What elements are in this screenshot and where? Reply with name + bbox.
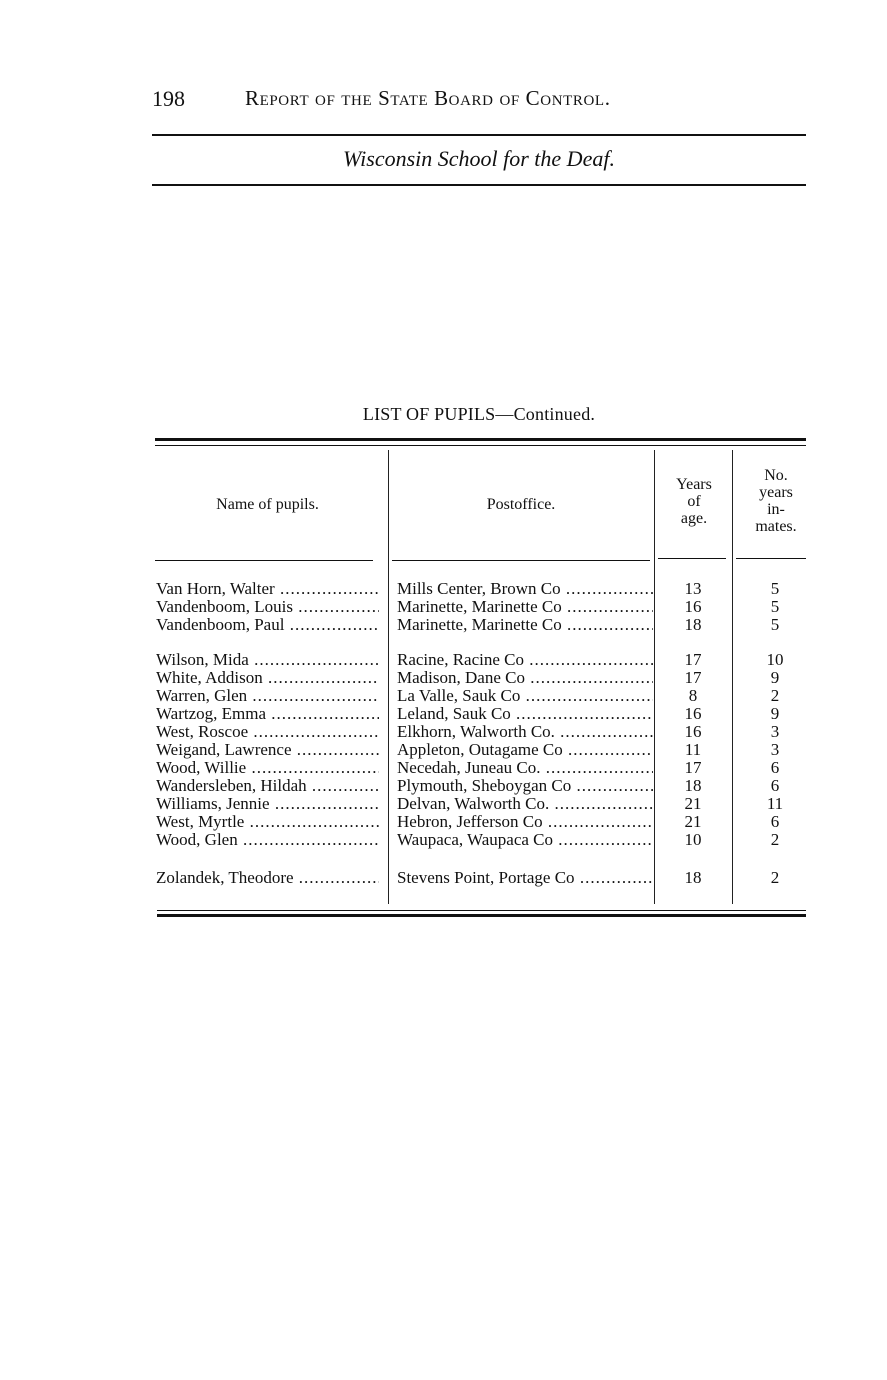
pupil-postoffice: Appleton, Outagame Co ..... [397,741,653,759]
pupil-name: West, Myrtle ..... [156,813,379,831]
pupil-age: 16 [684,705,702,723]
pupil-name: Vandenboom, Louis ..... [156,598,379,616]
pupil-age: 17 [684,651,702,669]
pupil-years-inmates: 6 [770,813,780,831]
list-heading: LIST OF PUPILS—Continued. [362,404,596,424]
pupil-name: Wilson, Mida ..... [156,651,379,669]
pupil-postoffice: Hebron, Jefferson Co ..... [397,813,653,831]
pupil-name: Wood, Willie ..... [156,759,379,777]
pupil-postoffice: La Valle, Sauk Co ..... [397,687,653,705]
column-header-name [155,496,380,513]
header-underline-age [658,558,726,559]
pupil-postoffice: Necedah, Juneau Co. ..... [397,759,653,777]
pupil-age: 21 [684,795,702,813]
pupil-years-inmates: 2 [770,687,780,705]
column-header-age-line: Years [676,476,712,493]
pupil-years-inmates: 11 [766,795,784,813]
pupil-name: Zolandek, Theodore ..... [156,869,379,887]
table-top-rule-thick [155,438,806,441]
pupil-postoffice: Elkhorn, Walworth Co. ..... [397,723,653,741]
column-divider-3 [732,450,733,904]
pupil-years-inmates: 9 [770,705,780,723]
pupil-name: West, Roscoe ..... [156,723,379,741]
pupil-years-inmates: 2 [770,869,780,887]
pupil-years-inmates: 6 [770,759,780,777]
pupil-age: 10 [684,831,702,849]
pupil-age: 18 [684,616,702,634]
pupil-age: 17 [684,759,702,777]
pupil-name: Wartzog, Emma ..... [156,705,379,723]
report-title: Report of the State Board of Control. [245,86,611,110]
pupil-age: 21 [684,813,702,831]
pupil-age: 8 [688,687,698,705]
pupil-age: 13 [684,580,702,598]
pupil-postoffice: Marinette, Marinette Co ..... [397,598,653,616]
pupil-years-inmates: 6 [770,777,780,795]
header-underline-inmates [736,558,806,559]
column-header-inmates-line: No. [764,467,788,484]
column-header-inmates-line: in- [767,501,785,518]
pupil-name: Wood, Glen ..... [156,831,379,849]
pupil-postoffice: Delvan, Walworth Co. ..... [397,795,653,813]
pupil-age: 17 [684,669,702,687]
column-header-inmates [736,467,816,535]
column-header-inmates-line: years [759,484,793,501]
running-head [152,86,712,116]
pupil-years-inmates: 3 [770,723,780,741]
pupil-name: Weigand, Lawrence ..... [156,741,379,759]
column-header-name-label: Name of pupils. [216,496,319,513]
pupil-name: Williams, Jennie ..... [156,795,379,813]
column-divider-1 [388,450,389,904]
pupil-name: Van Horn, Walter ..... [156,580,379,598]
pupil-name: Vandenboom, Paul ..... [156,616,379,634]
column-header-postoffice [392,496,650,513]
column-header-postoffice-label: Postoffice. [486,496,556,513]
pupil-postoffice: Leland, Sauk Co ..... [397,705,653,723]
page-number: 198 [152,86,185,111]
pupil-name: Wandersleben, Hildah ..... [156,777,379,795]
table-top-rule-thin [155,445,806,446]
pupil-postoffice: Madison, Dane Co ..... [397,669,653,687]
header-underline-postoffice [392,560,650,561]
pupil-years-inmates: 5 [770,598,780,616]
pupil-age: 16 [684,723,702,741]
column-header-inmates-line: mates. [755,518,797,535]
pupil-years-inmates: 5 [770,580,780,598]
pupil-years-inmates: 3 [770,741,780,759]
pupil-name: White, Addison ..... [156,669,379,687]
header-rule-top [152,134,806,136]
pupil-age: 18 [684,869,702,887]
column-header-age-line: of [687,493,701,510]
header-underline-name [155,560,373,561]
header-rule-bottom [152,184,806,186]
table-bottom-rule-thin [157,910,806,911]
pupil-postoffice: Racine, Racine Co ..... [397,651,653,669]
column-header-age [658,476,730,527]
pupil-postoffice: Marinette, Marinette Co ..... [397,616,653,634]
column-divider-2 [654,450,655,904]
pupil-years-inmates: 10 [766,651,784,669]
pupil-years-inmates: 5 [770,616,780,634]
pupil-postoffice: Plymouth, Sheboygan Co ..... [397,777,653,795]
pupil-years-inmates: 9 [770,669,780,687]
table-bottom-rule-thick [157,914,806,917]
pupil-age: 11 [684,741,702,759]
pupil-age: 16 [684,598,702,616]
pupil-postoffice: Mills Center, Brown Co ..... [397,580,653,598]
pupil-age: 18 [684,777,702,795]
pupil-name: Warren, Glen ..... [156,687,379,705]
pupil-postoffice: Stevens Point, Portage Co ..... [397,869,653,887]
column-header-age-line: age. [680,510,708,527]
pupil-years-inmates: 2 [770,831,780,849]
section-title: Wisconsin School for the Deaf. [343,146,615,171]
pupil-postoffice: Waupaca, Waupaca Co ..... [397,831,653,849]
